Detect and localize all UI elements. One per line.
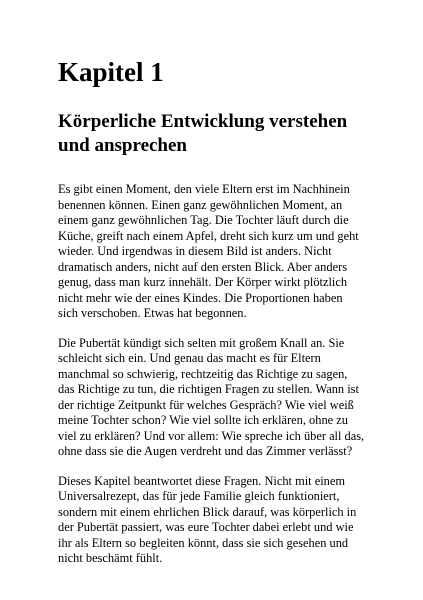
paragraph-3: Dieses Kapitel beantwortet diese Fragen. Nicht mit einem Universalrezept, das für jede Familie gleich funktioniert, sondern mit einem ehrlichen Blick darauf, was körperlich in der Pubertät passiert, was eure Tochter dabei erlebt und wie ihr als Eltern so begleiten könnt, dass sie sich gesehen und nicht beschämt fühlt. [58, 473, 357, 565]
section-title: Körperliche Entwicklung verstehen und ansprechen [58, 111, 348, 156]
body-text [58, 182, 365, 567]
paragraph-1: Es gibt einen Moment, den viele Eltern erst im Nachhinein benennen können. Einen ganz gewöhnlichen Moment, an einem ganz gewöhnlichen Tag. Die Tochter läuft durch die Küche, greift nach einem Apfel, dreht sich kurz um und geht wieder. Und irgendwas in diesem Bild ist anders. Nicht dramatisch anders, nicht auf den ersten Blick. Aber anders genug, dass man kurz innehält. Der Körper wirkt plötzlich nicht mehr wie der eines Kindes. Die Proportionen haben sich verschoben. Etwas hat begonnen. [58, 182, 359, 320]
chapter-title: Kapitel 1 [58, 57, 164, 87]
paragraph-2: Die Pubertät kündigt sich selten mit großem Knall an. Sie schleicht sich ein. Und genau das macht es für Eltern manchmal so schwierig, rechtzeitig das Richtige zu sagen, das Richtige zu tun, die richtigen Fragen zu stellen. Wann ist der richtige Zeitpunkt für welches Gespräch? Wie viel weiß meine Tochter schon? Wie viel sollte ich erklären, ohne zu viel zu erklären? Und vor allem: Wie spreche ich über all das, ohne dass sie die Augen verdreht und das Zimmer verlässt? [58, 335, 365, 458]
